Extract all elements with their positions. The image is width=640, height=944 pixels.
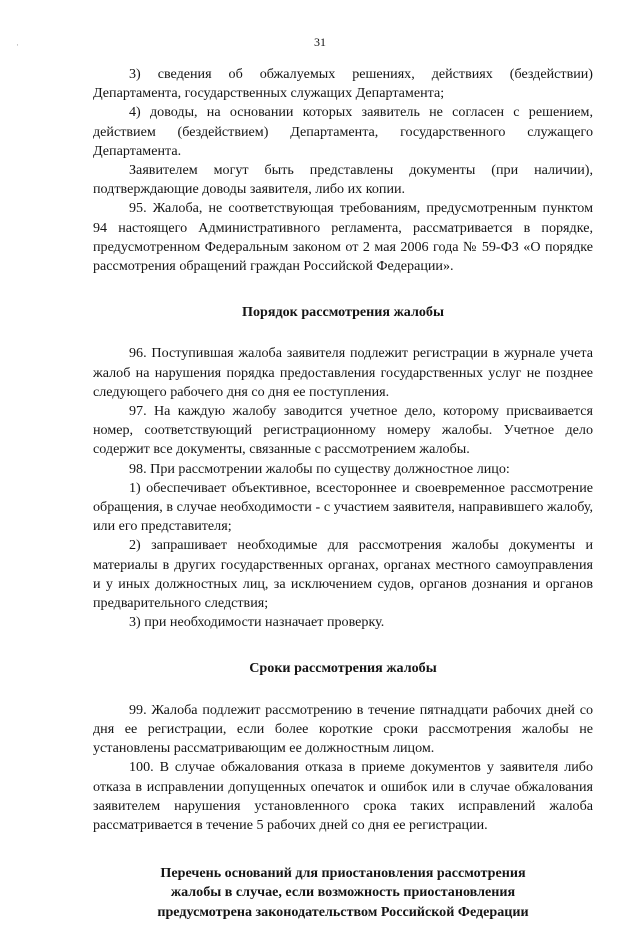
paragraph: 3) при необходимости назначает проверку. bbox=[129, 614, 385, 631]
heading-line: предусмотрена законодательством Российской Федерации bbox=[157, 903, 529, 920]
section-heading-review-order: Порядок рассмотрения жалобы bbox=[242, 304, 444, 321]
paragraph: 96. Поступившая жалоба заявителя подлежит регистрации в журнале учета жалоб на нарушения порядка предоставления государственных услуг не позднее следующего рабочего дня со дня ее поступления. bbox=[93, 345, 593, 400]
paragraph: 95. Жалоба, не соответствующая требованиям, предусмотренным пунктом 94 настоящего Административного регламента, рассматривается в порядке, предусмотренном Федеральным законом от 2 мая 2006 года № 59-ФЗ «О порядке рассмотрения обращений граждан Российской Федерации». bbox=[93, 200, 593, 275]
paragraph: 97. На каждую жалобу заводится учетное дело, которому присваивается номер, соответствующий регистрационному номеру жалобы. Учетное дело содержит все документы, связанные с рассмотрением жалобы. bbox=[93, 403, 593, 458]
paragraph: 4) доводы, на основании которых заявитель не согласен с решением, действием (бездействием) Департамента, государственного служащего Департамента. bbox=[93, 104, 593, 159]
paragraph: 99. Жалоба подлежит рассмотрению в течение пятнадцати рабочих дней со дня ее регистрации, если более короткие сроки рассмотрения жалобы не установлены рассматривающим ее должностным лицом. bbox=[93, 701, 593, 757]
page-number: 31 bbox=[314, 35, 326, 49]
paragraph: 1) обеспечивает объективное, всестороннее и своевременное рассмотрение обращения, в случае необходимости - с участием заявителя, направившего жалобу, или его представителя; bbox=[93, 479, 593, 535]
document-body bbox=[93, 65, 593, 944]
paragraph: 2) запрашивает необходимые для рассмотрения жалобы документы и материалы в других государственных органах, органах местного самоуправления и у иных должностных лиц, за исключением судов, органов дознания и органов предварительного следствия; bbox=[93, 537, 593, 612]
heading-line: Перечень оснований для приостановления рассмотрения bbox=[160, 865, 526, 882]
paragraph: 98. При рассмотрении жалобы по существу должностное лицо: bbox=[129, 460, 510, 477]
heading-line: жалобы в случае, если возможность приостановления bbox=[170, 884, 516, 901]
paragraph: 100. В случае обжалования отказа в приеме документов у заявителя либо отказа в исправлении допущенных опечаток и ошибок или в случае обжалования заявителем нарушения установленного срока таких исправлений жалоба рассматривается в течение 5 рабочих дней со дня ее регистрации. bbox=[93, 759, 593, 833]
scan-speck: · bbox=[16, 40, 19, 50]
paragraph: Заявителем могут быть представлены документы (при наличии), подтверждающие доводы заявителя, либо их копии. bbox=[93, 162, 593, 198]
section-heading-review-terms: Сроки рассмотрения жалобы bbox=[249, 660, 437, 677]
paragraph: 3) сведения об обжалуемых решениях, действиях (бездействии) Департамента, государственных служащих Департамента; bbox=[93, 66, 593, 102]
section-heading-suspension-grounds bbox=[93, 864, 593, 922]
